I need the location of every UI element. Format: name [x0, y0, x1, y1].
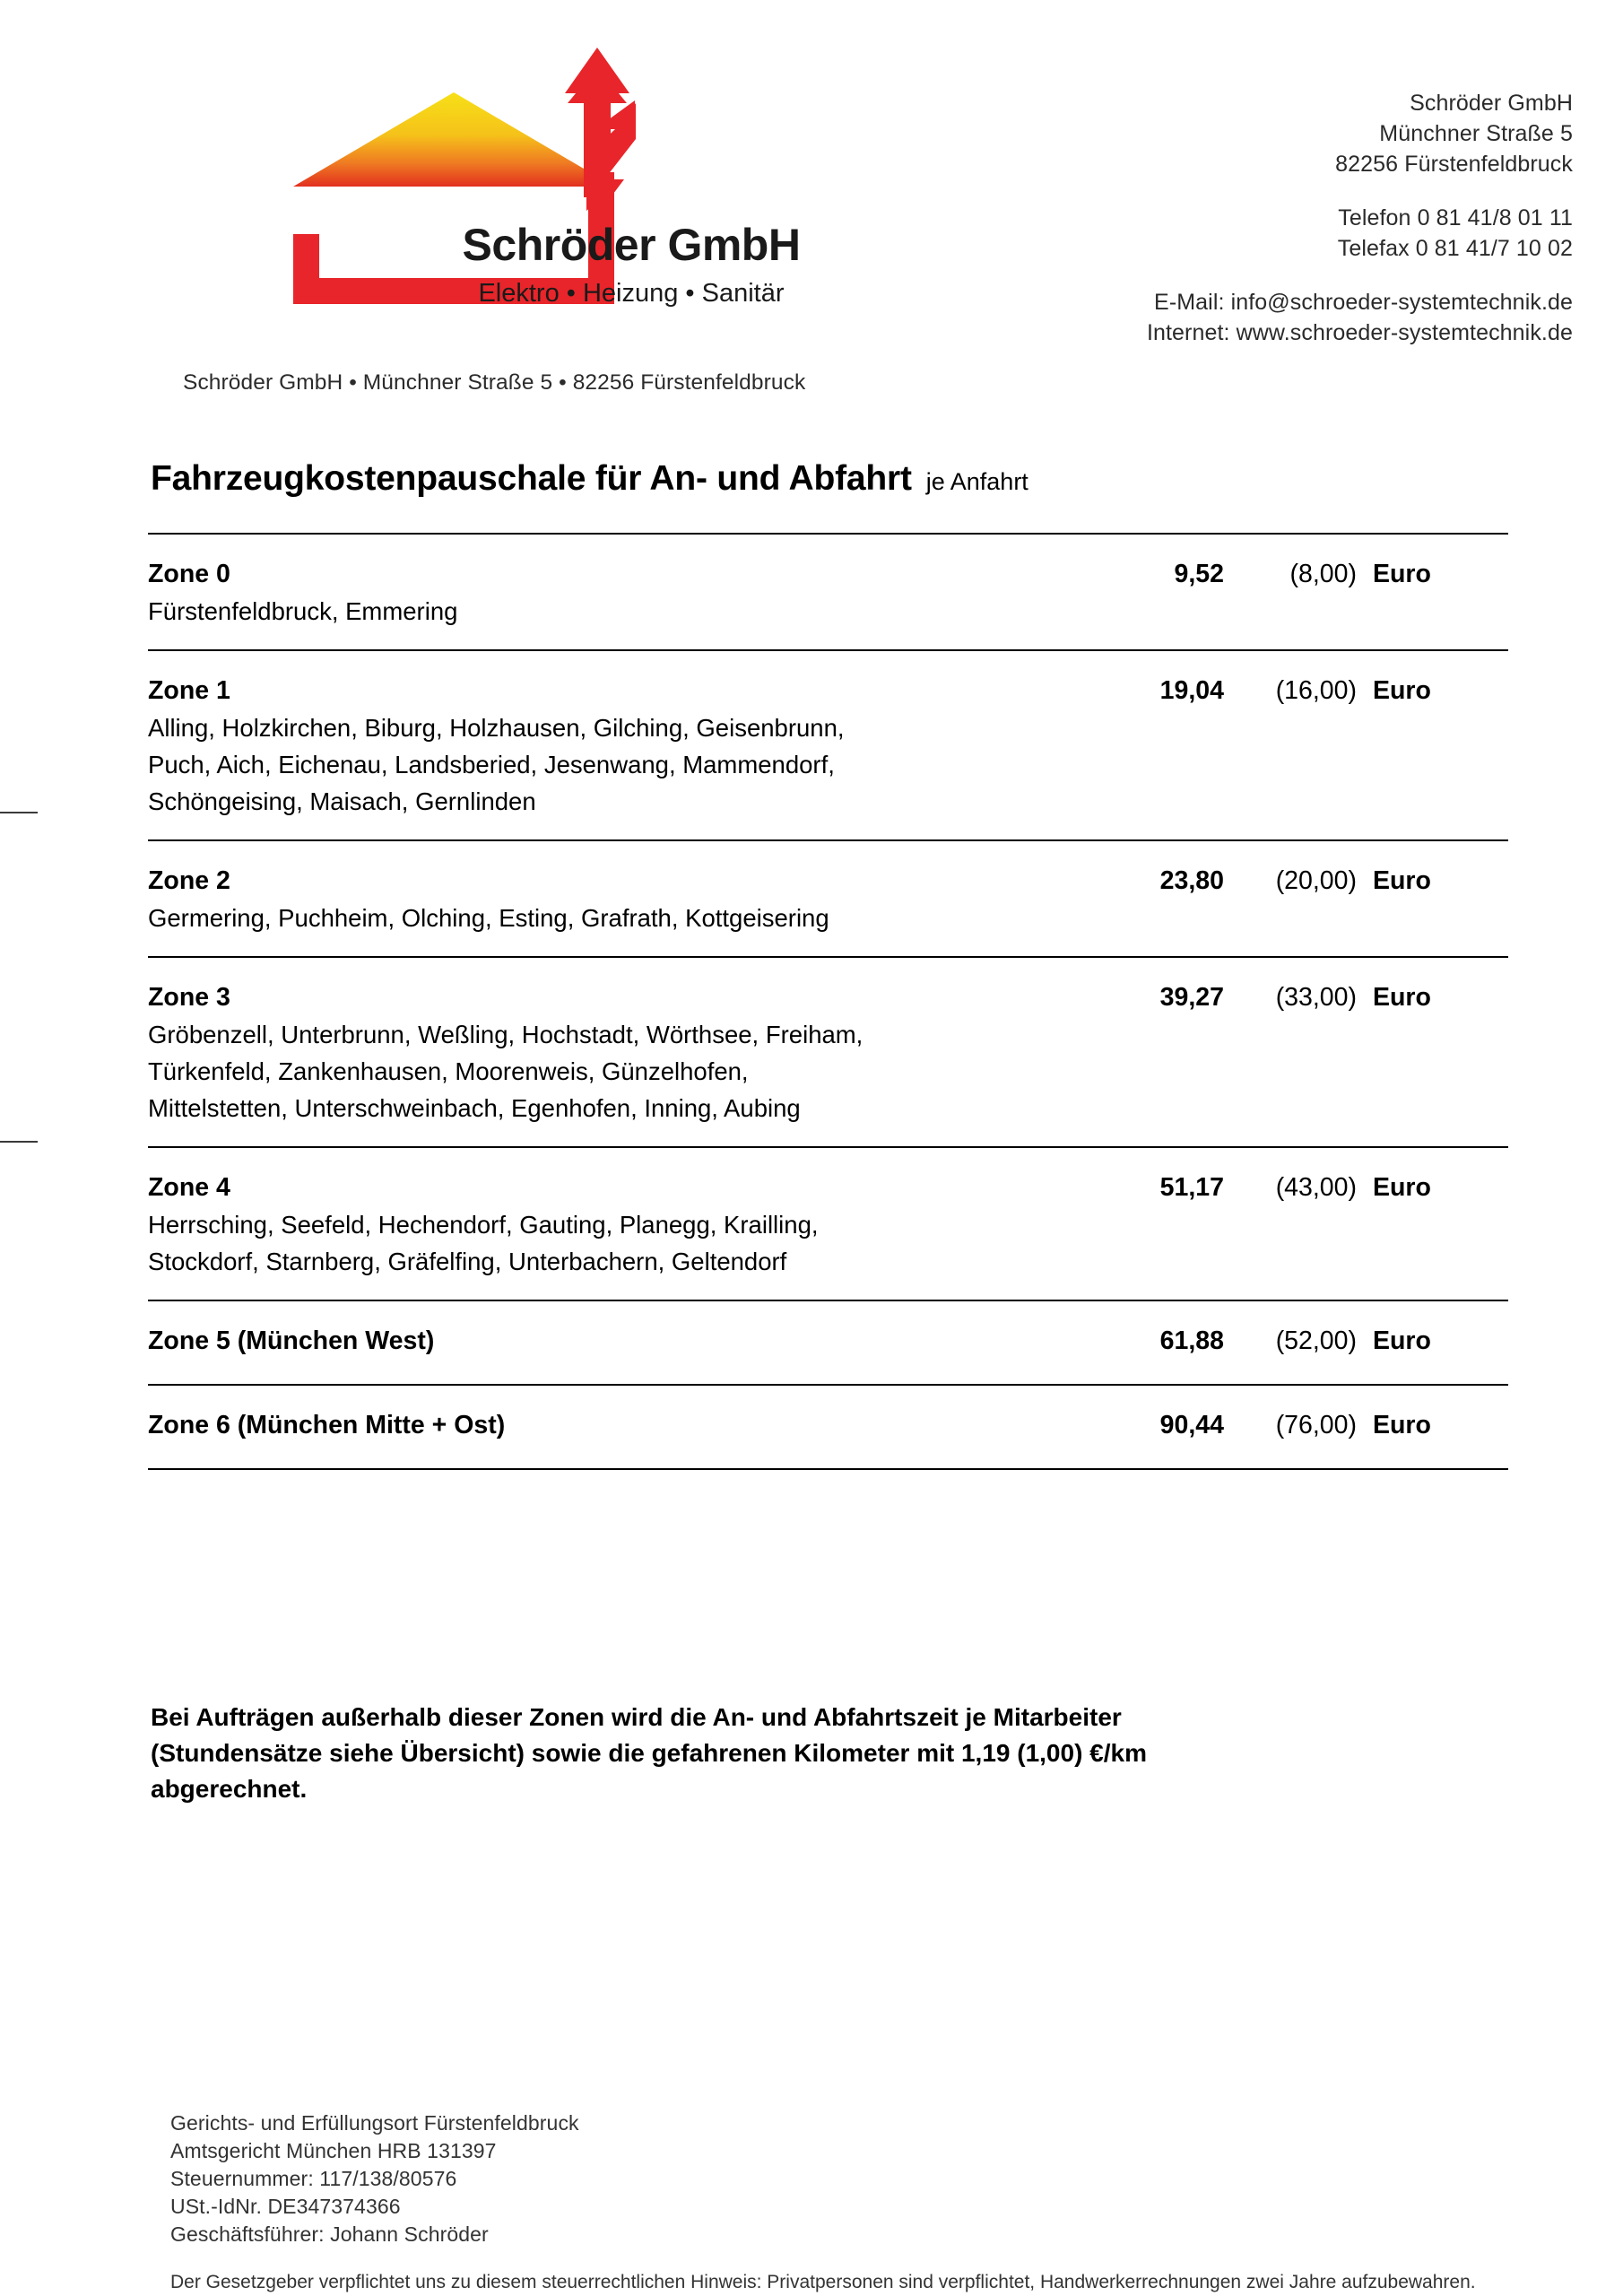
logo-wordmark: Schröder GmbH [462, 220, 801, 270]
zone-row [148, 1148, 1508, 1300]
page-footer [170, 2109, 1569, 2295]
zone-label: Zone 4 [148, 1173, 230, 1202]
zone-price-currency: Euro [1373, 866, 1431, 895]
zone-price [1098, 556, 1508, 593]
surcharge-note [151, 1700, 1424, 1807]
zone-price-net: (52,00) [1275, 1326, 1357, 1355]
zone-price [1098, 1170, 1508, 1206]
zone-price-currency: Euro [1373, 1411, 1431, 1439]
zone-label: Zone 1 [148, 676, 230, 705]
zone-place-line: Germering, Puchheim, Olching, Esting, Grafrath, Kottgeisering [148, 904, 829, 932]
note-line: Bei Aufträgen außerhalb dieser Zonen wird die An- und Abfahrtszeit je Mitarbeiter [151, 1703, 1122, 1731]
contact-website: Internet: www.schroeder-systemtechnik.de [1146, 320, 1573, 345]
zone-place-line: Mittelstetten, Unterschweinbach, Egenhofen, Inning, Aubing [148, 1094, 801, 1122]
zone-row [148, 841, 1508, 956]
zone-description [148, 556, 1098, 630]
zone-place-line: Alling, Holzkirchen, Biburg, Holzhausen, Gilching, Geisenbrunn, [148, 714, 845, 742]
zone-place-list [148, 709, 1098, 820]
zone-description [148, 673, 1098, 820]
footer-tax-hint: Der Gesetzgeber verpflichtet uns zu diesem steuerrechtlichen Hinweis: Privatpersonen sind verpflichtet, Handwerkerrechnungen zwei Jahre aufzubewahren. [170, 2272, 1476, 2292]
zone-label: Zone 0 [148, 560, 230, 588]
zone-price-table [148, 533, 1508, 1470]
contact-online [1147, 287, 1573, 348]
zone-price-gross: 90,44 [1159, 1411, 1224, 1439]
zone-price [1098, 1323, 1508, 1360]
zone-place-line: Puch, Aich, Eichenau, Landsberied, Jesenwang, Mammendorf, [148, 751, 835, 778]
zone-price-net: (43,00) [1275, 1173, 1357, 1202]
zone-price-net: (20,00) [1275, 866, 1357, 895]
zone-price-gross: 23,80 [1159, 866, 1224, 895]
footer-legal-line: Steuernummer: 117/138/80576 [170, 2167, 457, 2190]
zone-label: Zone 6 (München Mitte + Ost) [148, 1411, 506, 1439]
contact-telecom [1147, 203, 1573, 264]
zone-place-line: Herrsching, Seefeld, Hechendorf, Gauting, Planegg, Krailling, [148, 1211, 819, 1239]
zone-place-list [148, 1016, 1098, 1126]
zone-place-line: Schöngeising, Maisach, Gernlinden [148, 787, 536, 815]
zone-price-gross: 19,04 [1159, 676, 1224, 705]
footer-legal-line: USt.-IdNr. DE347374366 [170, 2195, 401, 2218]
zone-row [148, 1301, 1508, 1384]
fold-mark-upper [0, 812, 38, 813]
zone-price-net: (33,00) [1275, 983, 1357, 1012]
footer-legal-line: Gerichts- und Erfüllungsort Fürstenfeldbruck [170, 2111, 579, 2135]
zone-row [148, 958, 1508, 1146]
zone-price-currency: Euro [1373, 1326, 1431, 1355]
contact-company-name: Schröder GmbH [1410, 91, 1573, 116]
footer-legal-line: Amtsgericht München HRB 131397 [170, 2139, 497, 2162]
zone-label: Zone 3 [148, 983, 230, 1012]
zone-divider [148, 1468, 1508, 1470]
zone-row [148, 535, 1508, 649]
zone-price [1098, 979, 1508, 1016]
zone-label: Zone 5 (München West) [148, 1326, 435, 1355]
zone-description [148, 1407, 1098, 1444]
zone-price-net: (16,00) [1275, 676, 1357, 705]
zone-price-net: (76,00) [1275, 1411, 1357, 1439]
zone-description [148, 979, 1098, 1126]
zone-price-currency: Euro [1373, 560, 1431, 588]
note-line: (Stundensätze siehe Übersicht) sowie die gefahrenen Kilometer mit 1,19 (1,00) €/km [151, 1739, 1148, 1767]
zone-price-gross: 51,17 [1159, 1173, 1224, 1202]
page-title-sub: je Anfahrt [925, 468, 1028, 495]
zone-price-currency: Euro [1373, 1173, 1431, 1202]
contact-address [1147, 88, 1573, 179]
zone-description [148, 1170, 1098, 1280]
zone-price [1098, 863, 1508, 900]
zone-price-gross: 39,27 [1159, 983, 1224, 1012]
contact-fax: Telefax 0 81 41/7 10 02 [1337, 236, 1573, 261]
zone-description [148, 1323, 1098, 1360]
zone-price-net: (8,00) [1289, 560, 1357, 588]
contact-block [1147, 88, 1573, 348]
zone-price-gross: 61,88 [1159, 1326, 1224, 1355]
zone-place-list [148, 593, 1098, 630]
zone-place-line: Fürstenfeldbruck, Emmering [148, 597, 458, 625]
note-line: abgerechnet. [151, 1775, 308, 1803]
zone-place-line: Gröbenzell, Unterbrunn, Weßling, Hochstadt, Wörthsee, Freiham, [148, 1021, 864, 1048]
contact-phone: Telefon 0 81 41/8 01 11 [1338, 205, 1573, 230]
zone-place-list [148, 1206, 1098, 1280]
zone-row [148, 651, 1508, 839]
contact-email: E-Mail: info@schroeder-systemtechnik.de [1154, 290, 1573, 315]
company-logo [176, 18, 801, 368]
contact-street: Münchner Straße 5 [1379, 121, 1573, 146]
zone-price-currency: Euro [1373, 983, 1431, 1012]
zone-label: Zone 2 [148, 866, 230, 895]
logo-house-icon [176, 18, 696, 368]
footer-legal-info [170, 2109, 1569, 2248]
footer-legal-line: Geschäftsführer: Johann Schröder [170, 2222, 489, 2246]
zone-place-list [148, 900, 1098, 936]
page-title-main: Fahrzeugkostenpauschale für An- und Abfahrt [151, 459, 912, 498]
logo-tagline: Elektro • Heizung • Sanitär [478, 279, 785, 308]
zone-row [148, 1386, 1508, 1468]
zone-price [1098, 673, 1508, 709]
zone-price-currency: Euro [1373, 676, 1431, 705]
zone-price [1098, 1407, 1508, 1444]
zone-place-line: Türkenfeld, Zankenhausen, Moorenweis, Günzelhofen, [148, 1057, 749, 1085]
page-title [151, 459, 1028, 499]
sender-address-line: Schröder GmbH • Münchner Straße 5 • 82256 Fürstenfeldbruck [183, 370, 806, 395]
fold-mark-lower [0, 1141, 38, 1143]
zone-place-line: Stockdorf, Starnberg, Gräfelfing, Unterbachern, Geltendorf [148, 1248, 787, 1275]
contact-city: 82256 Fürstenfeldbruck [1335, 152, 1573, 177]
letterhead [0, 0, 1623, 404]
zone-description [148, 863, 1098, 936]
zone-price-gross: 9,52 [1174, 560, 1224, 588]
